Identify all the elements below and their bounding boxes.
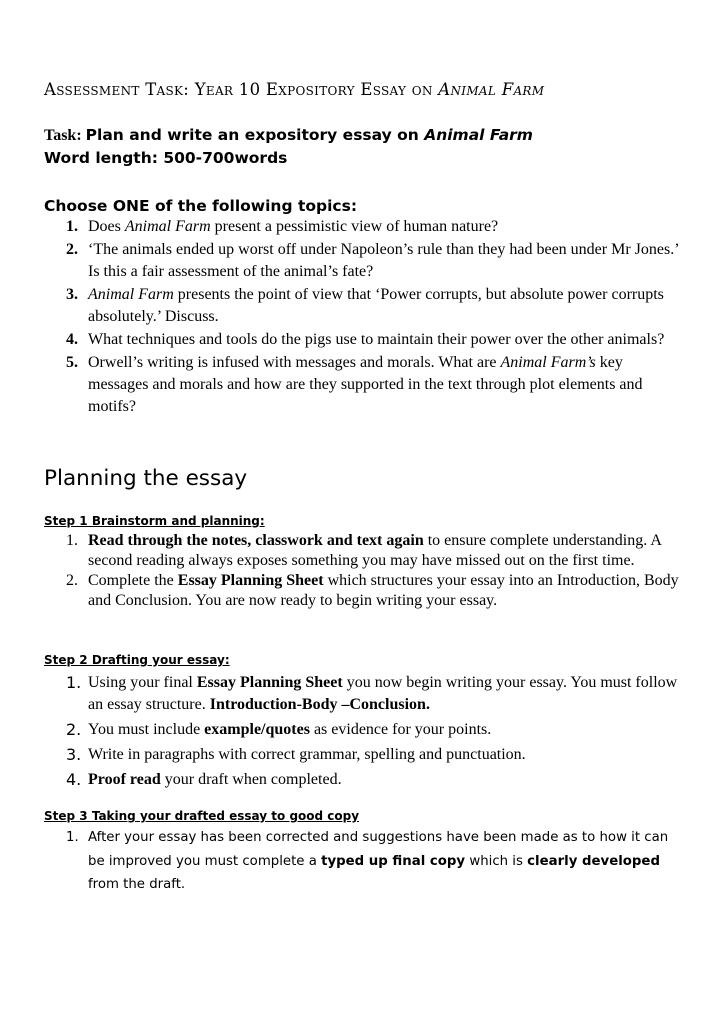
step1-heading: Step 1 Brainstorm and planning: bbox=[44, 514, 265, 528]
list-item: 3. Animal Farm presents the point of view that ‘Power corrupts, but absolute power corrupts absolutely.’ Discuss. bbox=[66, 286, 664, 325]
list-item: 1. Read through the notes, classwork and text again to ensure complete understanding. A second reading always exposes something you may have missed out on the first time. bbox=[66, 532, 662, 569]
step3-list bbox=[44, 826, 684, 897]
planning-heading: Planning the essay bbox=[44, 466, 248, 491]
list-item: 2. You must include example/quotes as evidence for your points. bbox=[66, 720, 492, 739]
task-text: Plan and write an expository essay on Animal Farm bbox=[85, 126, 533, 144]
task-label: Task: bbox=[44, 127, 82, 144]
word-length: Word length: 500-700words bbox=[44, 149, 288, 167]
task-book-name: Animal Farm bbox=[424, 126, 533, 144]
step2-heading: Step 2 Drafting your essay: bbox=[44, 653, 230, 667]
list-item: 4. What techniques and tools do the pigs use to maintain their power over the other animals? bbox=[66, 331, 665, 348]
list-item: 2. ‘The animals ended up worst off under Napoleon’s rule than they had been under Mr Jones.’ Is this a fair assessment of the animal’s fate? bbox=[66, 241, 679, 280]
title-text: Assessment Task: Year 10 Expository Essay on bbox=[44, 80, 439, 99]
list-item: 1. Does Animal Farm present a pessimistic view of human nature? bbox=[66, 218, 499, 235]
list-item: 3. Write in paragraphs with correct grammar, spelling and punctuation. bbox=[66, 745, 526, 764]
list-item: 2. Complete the Essay Planning Sheet which structures your essay into an Introduction, Body and Conclusion. You are now ready to begin writing your essay. bbox=[66, 572, 679, 609]
step1-list bbox=[44, 531, 684, 611]
title-book-name: Animal Farm bbox=[438, 80, 545, 99]
list-item: 1. After your essay has been corrected and suggestions have been made as to how it can be improved you must complete a typed up final copy which is clearly developed from the draft. bbox=[66, 830, 669, 892]
topics-heading: Choose ONE of the following topics: bbox=[44, 197, 358, 215]
list-item: 5. Orwell’s writing is infused with messages and morals. What are Animal Farm’s key messages and morals and how are they supported in the text through plot elements and motifs? bbox=[66, 354, 643, 415]
list-item: 4. Proof read your draft when completed. bbox=[66, 770, 342, 789]
step2-list bbox=[44, 672, 684, 794]
task-block bbox=[44, 124, 533, 170]
step3-heading: Step 3 Taking your drafted essay to good copy bbox=[44, 809, 360, 823]
list-item: 1. Using your final Essay Planning Sheet you now begin writing your essay. You must follow an essay structure. Introduction-Body –Conclusion. bbox=[66, 673, 678, 713]
document-title bbox=[44, 80, 544, 99]
topics-list bbox=[44, 216, 684, 419]
